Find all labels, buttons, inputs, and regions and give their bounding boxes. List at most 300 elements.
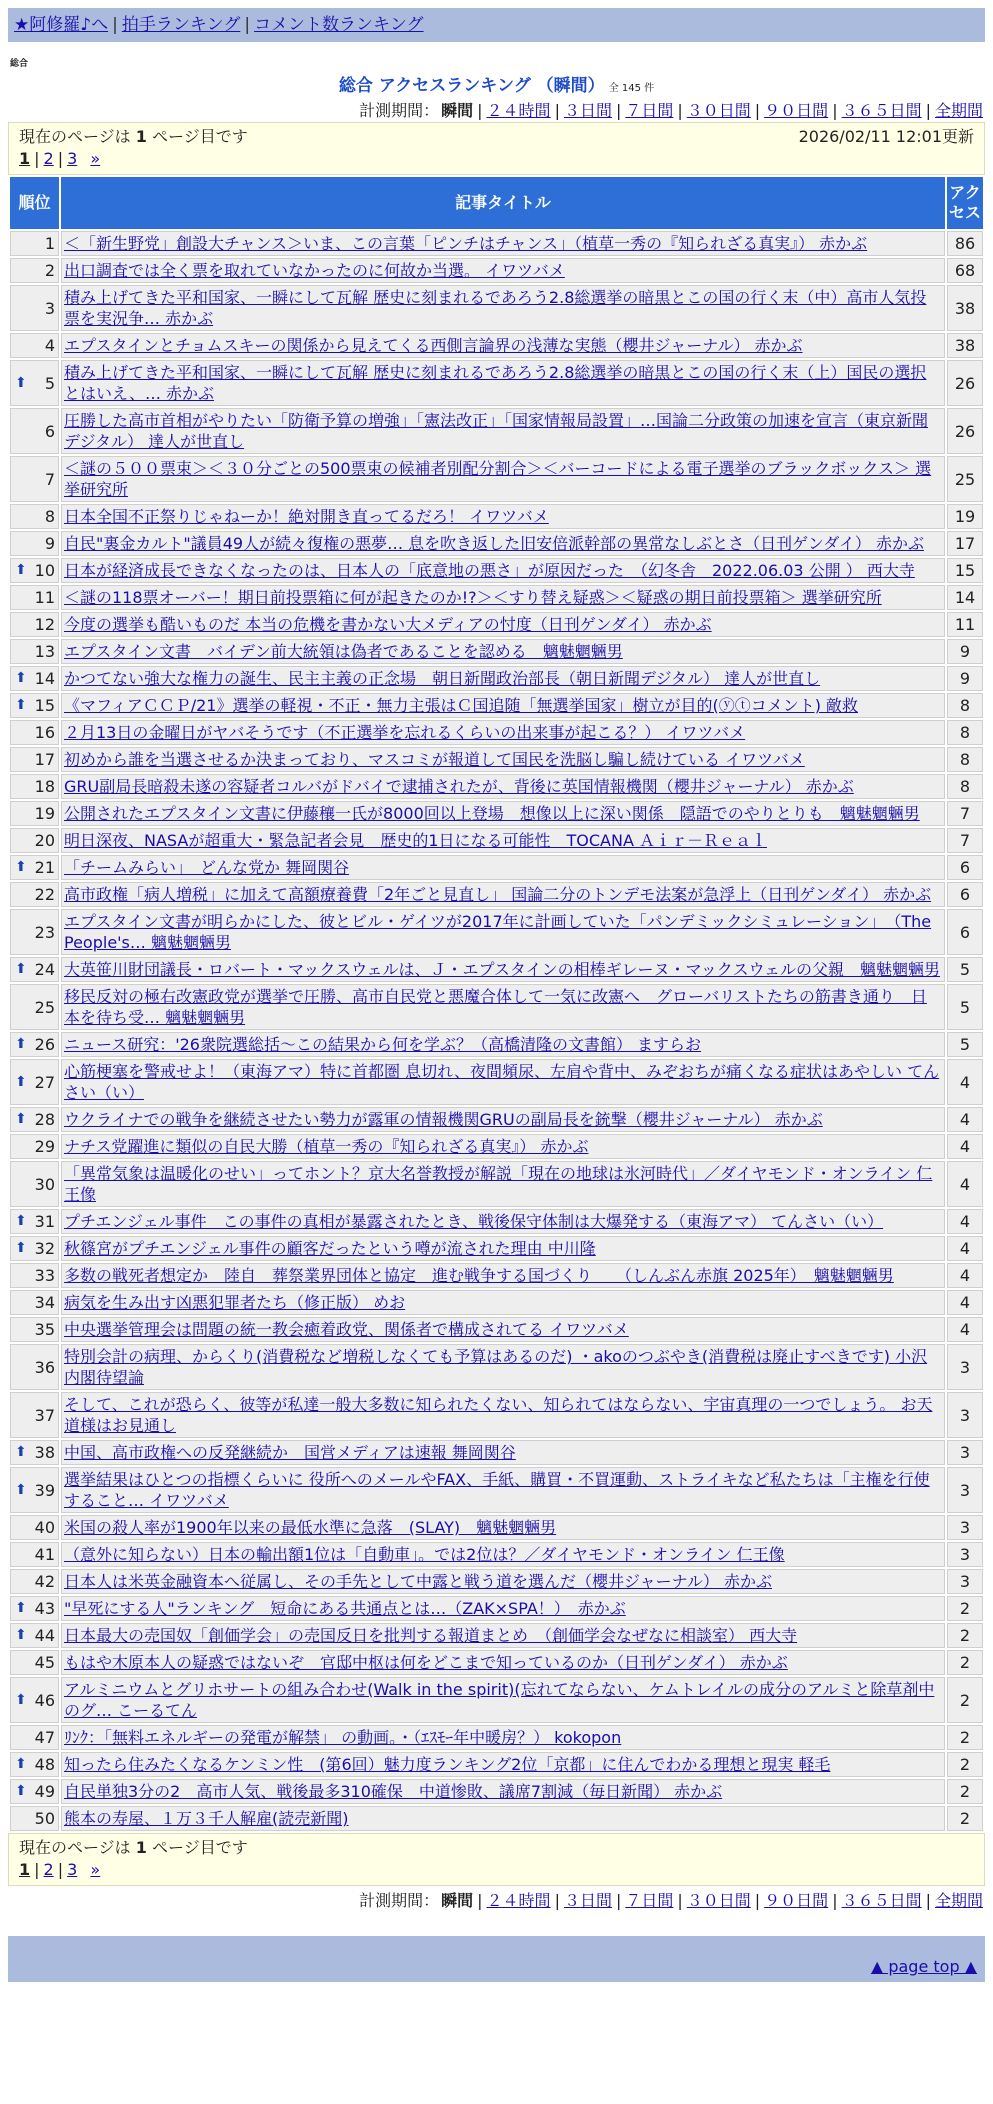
title-cell: [61, 801, 945, 826]
nav-separator: |: [112, 15, 118, 35]
article-link[interactable]: 秋篠宮がプチエンジェル事件の顧客だったという噂が流された理由 中川隆: [64, 1239, 596, 1258]
title-cell: [61, 456, 945, 502]
period-label: 計測期間：: [359, 1891, 440, 1910]
up-arrow-icon: ⬆: [15, 1756, 27, 1772]
access-count: 4: [947, 1059, 983, 1105]
access-count: 2: [947, 1725, 983, 1750]
table-row: [10, 1059, 983, 1105]
article-link[interactable]: エプスタイン文書 バイデン前大統領は偽者であることを認める 魑魅魍魎男: [64, 642, 623, 661]
title-cell: [61, 1596, 945, 1621]
table-row: [10, 1677, 983, 1723]
article-link[interactable]: 日本人は米英金融資本へ従属し、その手先として中露と戦う道を選んだ（櫻井ジャーナル） 赤かぶ: [64, 1572, 772, 1591]
access-count: 2: [947, 1650, 983, 1675]
article-link[interactable]: 心筋梗塞を警戒せよ！（東海アマ）特に首都圏 息切れ、夜間頻尿、左肩や背中、みぞおちが痛くなる症状はあやしい てんさい（い）: [64, 1062, 940, 1102]
title-cell: [61, 1134, 945, 1159]
period-link[interactable]: ３０日間: [686, 101, 751, 120]
page-top-link[interactable]: ▲ page top ▲: [870, 1957, 977, 1976]
rank-number: 15: [34, 696, 55, 715]
rank-number: 43: [34, 1599, 55, 1618]
access-count: 5: [947, 957, 983, 982]
page-title: 総合 アクセスランキング （瞬間）: [338, 76, 605, 96]
rank-cell: [10, 666, 59, 691]
title-cell: [61, 1440, 945, 1465]
table-row: [10, 828, 983, 853]
rank-cell: [10, 1392, 59, 1438]
current-page-text: 現在のページは 1 ページ目です: [19, 127, 248, 146]
article-link[interactable]: ２月13日の金曜日がヤバそうです（不正選挙を忘れるくらいの出来事が起こる？） イワツバメ: [64, 723, 746, 742]
table-row: [10, 855, 983, 880]
rank-number: 21: [34, 858, 55, 877]
rank-cell: [10, 456, 59, 502]
period-current: 瞬間: [441, 101, 474, 120]
access-count: 6: [947, 882, 983, 907]
page-link: 1: [19, 1860, 31, 1879]
access-count: 7: [947, 828, 983, 853]
title-cell: [61, 1344, 945, 1390]
title-cell: [61, 408, 945, 454]
rank-cell: [10, 1344, 59, 1390]
article-link[interactable]: 明日深夜、NASAが超重大・緊急記者会見 歴史的1日になる可能性 TOCANA Ａｉｒ－Ｒｅａｌ: [64, 831, 767, 850]
title-cell: [61, 360, 945, 406]
access-count: 9: [947, 639, 983, 664]
rank-cell: [10, 258, 59, 283]
title-cell: [61, 1623, 945, 1648]
rank-number: 36: [34, 1357, 55, 1377]
article-link[interactable]: ﾘﾝｸ：「無料エネルギーの発電が解禁」 の動画。・（ｴｽﾓｰ年中暖房？） kokopon: [64, 1728, 622, 1747]
article-link[interactable]: もはや木原本人の疑惑ではないぞ 官邸中枢は何をどこまで知っているのか（日刊ゲンダイ） 赤かぶ: [64, 1653, 788, 1672]
rank-number: 26: [34, 1035, 55, 1054]
rank-number: 46: [34, 1690, 55, 1710]
access-count: 9: [947, 666, 983, 691]
period-selector-bottom: [8, 1890, 983, 1912]
rank-cell: [10, 1161, 59, 1207]
period-link[interactable]: ３日間: [563, 1891, 612, 1910]
item-count: 全 145 件: [608, 83, 655, 94]
table-row: [10, 1161, 983, 1207]
rank-number: 6: [44, 421, 55, 441]
rank-cell: [10, 882, 59, 907]
article-link[interactable]: 積み上げてきた平和国家、一瞬にして瓦解 歴史に刻まれるであろう2.8総選挙の暗黒とこの国の行く末（上）国民の選択とはいえ、… 赤かぶ: [64, 363, 927, 403]
up-arrow-icon: ⬆: [15, 961, 27, 977]
article-link[interactable]: 圧勝した高市首相がやりたい「防衛予算の増強」「憲法改正」「国家情報局設置」…国論二分政策の加速を宣言（東京新聞デジタル） 達人が世直し: [64, 411, 929, 451]
period-link[interactable]: 全期間: [934, 1891, 983, 1910]
access-count: 4: [947, 1161, 983, 1207]
up-arrow-icon: ⬆: [15, 562, 27, 578]
rank-cell: [10, 1059, 59, 1105]
rank-number: 16: [34, 723, 55, 742]
rank-cell: [10, 558, 59, 583]
table-row: [10, 1392, 983, 1438]
access-count: 38: [947, 333, 983, 358]
access-count: 4: [947, 1107, 983, 1132]
title-cell: [61, 1467, 945, 1513]
access-count: 3: [947, 1515, 983, 1540]
page-separator: |: [57, 149, 64, 168]
current-page-text: 現在のページは 1 ページ目です: [19, 1838, 248, 1857]
rank-cell: [10, 612, 59, 637]
article-link[interactable]: プチエンジェル事件 この事件の真相が暴露されたとき、戦後保守体制は大爆発する（東海アマ） てんさい（い）: [64, 1212, 884, 1231]
access-count: 25: [947, 456, 983, 502]
rank-number: 20: [34, 831, 55, 850]
article-link[interactable]: ナチス党躍進に類似の自民大勝（植草一秀の『知られざる真実』） 赤かぶ: [64, 1137, 589, 1156]
article-link[interactable]: エプスタインとチョムスキーの関係から見えてくる西側言論界の浅薄な実態（櫻井ジャーナル） 赤かぶ: [64, 336, 803, 355]
title-cell: [61, 984, 945, 1030]
period-separator: |: [615, 1891, 622, 1910]
table-row: [10, 666, 983, 691]
title-cell: [61, 882, 945, 907]
up-arrow-icon: ⬆: [15, 1444, 27, 1460]
article-link[interactable]: 初めから誰を当選させるか決まっており、マスコミが報道して国民を洗脳し騙し続けている イワツバメ: [64, 750, 805, 769]
rank-number: 33: [34, 1266, 55, 1285]
article-link[interactable]: 日本が経済成長できなくなったのは、日本人の「底意地の悪さ」が原因だった （幻冬舎 2022.06.03 公開 ） 西大寺: [64, 561, 915, 580]
article-link[interactable]: 選挙結果はひとつの指標くらいに 役所へのメールやFAX、手紙、購買・不買運動、ストライキなど私たちは「主権を行使すること… イワツバメ: [64, 1470, 930, 1510]
article-link[interactable]: 中央選挙管理会は問題の統一教会癒着政党、関係者で構成されてる イワツバメ: [64, 1320, 629, 1339]
article-link[interactable]: GRU副局長暗殺未遂の容疑者コルバがドバイで逮捕されたが、背後に英国情報機関（櫻井ジャーナル） 赤かぶ: [64, 777, 854, 796]
access-count: 3: [947, 1569, 983, 1594]
access-count: 2: [947, 1677, 983, 1723]
title-cell: [61, 1779, 945, 1804]
access-count: 3: [947, 1440, 983, 1465]
page-separator: [81, 1860, 86, 1879]
nav-link-comment-ranking[interactable]: コメント数ランキング: [254, 15, 424, 35]
rank-number: 11: [34, 588, 55, 607]
table-row: [10, 504, 983, 529]
rank-number: 13: [34, 642, 55, 661]
rank-number: 28: [34, 1110, 55, 1129]
table-row: [10, 285, 983, 331]
page-link: 1: [19, 149, 31, 168]
title-cell: [61, 333, 945, 358]
rank-cell: [10, 231, 59, 256]
table-row: [10, 612, 983, 637]
rank-cell: [10, 1779, 59, 1804]
rank-number: 30: [34, 1174, 55, 1194]
rank-number: 34: [34, 1293, 55, 1312]
article-link[interactable]: 中国、高市政権への反発継続か 国営メディアは速報 舞岡関谷: [64, 1443, 516, 1462]
page-link[interactable]: 2: [43, 149, 54, 168]
article-link[interactable]: ニュース研究：'26衆院選総括〜この結果から何を学ぶ？（高橋清隆の文書館） ますらお: [64, 1035, 702, 1054]
up-arrow-icon: ⬆: [15, 1691, 27, 1708]
rank-number: 40: [34, 1518, 55, 1537]
rank-cell: [10, 1209, 59, 1234]
nav-link-asyura[interactable]: ★阿修羅♪へ: [14, 15, 109, 35]
title-cell: [61, 957, 945, 982]
article-link[interactable]: 日本全国不正祭りじゃねーか！絶対開き直ってるだろ！ イワツバメ: [64, 507, 549, 526]
page-link[interactable]: 3: [67, 149, 78, 168]
period-separator: |: [832, 1891, 838, 1910]
rank-number: 37: [34, 1405, 55, 1425]
access-count: 26: [947, 360, 983, 406]
table-row: [10, 1752, 983, 1777]
access-count: 17: [947, 531, 983, 556]
title-cell: [61, 1317, 945, 1342]
rank-number: 24: [34, 960, 55, 979]
period-separator: |: [477, 1891, 483, 1910]
access-count: 5: [947, 1032, 983, 1057]
nav-link-clap-ranking[interactable]: 拍手ランキング: [121, 15, 241, 35]
next-page-link[interactable]: »: [90, 149, 101, 168]
access-count: 2: [947, 1806, 983, 1831]
article-link[interactable]: 高市政権「病人増税」に加えて高額療養費「2年ごと見直し」 国論二分のトンデモ法案が急浮上（日刊ゲンダイ） 赤かぶ: [64, 885, 932, 904]
article-link[interactable]: 大英笹川財団議長・ロバート・マックスウェルは、Ｊ・エプスタインの相棒ギレーヌ・マックスウェルの父親 魑魅魍魎男: [64, 960, 941, 979]
access-count: 11: [947, 612, 983, 637]
title-cell: [61, 666, 945, 691]
up-arrow-icon: ⬆: [15, 1213, 27, 1229]
rank-cell: [10, 1263, 59, 1288]
access-count: 4: [947, 1290, 983, 1315]
page-link[interactable]: 2: [43, 1860, 54, 1879]
period-current: 瞬間: [441, 1891, 474, 1910]
period-label: 計測期間：: [359, 101, 440, 120]
rank-number: 42: [34, 1572, 55, 1591]
access-count: 4: [947, 1317, 983, 1342]
rank-cell: [10, 1596, 59, 1621]
up-arrow-icon: ⬆: [15, 374, 27, 391]
rank-cell: [10, 360, 59, 406]
page-links: [19, 1859, 974, 1881]
title-cell: [61, 1725, 945, 1750]
rank-cell: [10, 1317, 59, 1342]
access-count: 6: [947, 855, 983, 880]
table-row: [10, 1440, 983, 1465]
rank-cell: [10, 639, 59, 664]
rank-number: 5: [44, 373, 55, 393]
article-link[interactable]: （意外に知らない）日本の輸出額1位は「自動車」。では2位は？／ダイヤモンド・オンライン 仁王像: [64, 1545, 785, 1564]
page-separator: |: [34, 1860, 40, 1879]
header-rank: 順位: [10, 177, 59, 229]
table-row: [10, 747, 983, 772]
title-cell: [61, 1032, 945, 1057]
table-row: [10, 585, 983, 610]
period-link[interactable]: 全期間: [934, 101, 983, 120]
pager-top: [8, 122, 985, 175]
article-link[interactable]: 移民反対の極右改憲政党が選挙で圧勝、高市自民党と悪魔合体して一気に改憲へ グローバリストたちの筋書き通り 日本を待ち受… 魑魅魍魎男: [64, 987, 927, 1027]
table-row: [10, 1569, 983, 1594]
title-cell: [61, 909, 945, 955]
period-link[interactable]: ３６５日間: [841, 101, 922, 120]
table-row: [10, 693, 983, 718]
article-link[interactable]: 《マフィアＣＣＰ/21》選挙の軽視・不正・無力主張はＣ国追随「無選挙国家」樹立が目的(ⓨⓣコメント) 敵救: [64, 696, 859, 715]
title-cell: [61, 258, 945, 283]
access-count: 6: [947, 909, 983, 955]
table-row: [10, 1542, 983, 1567]
table-row: [10, 909, 983, 955]
rank-cell: [10, 1725, 59, 1750]
article-link[interactable]: ＜謎の118票オーバー！期日前投票箱に何が起きたのか!?＞＜すり替え疑惑＞＜疑惑の期日前投票箱＞ 選挙研究所: [64, 588, 882, 607]
up-arrow-icon: ⬆: [15, 1627, 27, 1643]
access-count: 4: [947, 1236, 983, 1261]
table-row: [10, 720, 983, 745]
rank-cell: [10, 1752, 59, 1777]
title-cell: [61, 693, 945, 718]
pager-bottom: [8, 1833, 985, 1886]
article-link[interactable]: ＜謎の５００票束＞＜３０分ごとの500票束の候補者別配分割合＞＜バーコードによる電子選挙のブラックボックス＞ 選挙研究所: [64, 459, 932, 499]
period-link[interactable]: ９０日間: [764, 101, 829, 120]
access-count: 4: [947, 1134, 983, 1159]
rank-cell: [10, 774, 59, 799]
table-row: [10, 1779, 983, 1804]
title-cell: [61, 504, 945, 529]
rank-cell: [10, 1569, 59, 1594]
period-link[interactable]: ３日間: [563, 101, 612, 120]
table-row: [10, 456, 983, 502]
article-link[interactable]: 日本最大の売国奴「創価学会」の売国反日を批判する報道まとめ （創価学会なぜなに相談室） 西大寺: [64, 1626, 798, 1645]
article-link[interactable]: 「チームみらい」 どんな党か 舞岡関谷: [64, 858, 350, 877]
table-row: [10, 1317, 983, 1342]
period-separator: |: [615, 101, 622, 120]
title-cell: [61, 855, 945, 880]
period-separator: |: [554, 101, 560, 120]
table-row: [10, 231, 983, 256]
table-row: [10, 1032, 983, 1057]
rank-number: 45: [34, 1653, 55, 1672]
article-link[interactable]: 知ったら住みたくなるケンミン性 (第6回）魅力度ランキング2位「京都」に住んでわかる理想と現実 軽毛: [64, 1755, 831, 1774]
article-link[interactable]: そして、これが恐らく、彼等が私達一般大多数に知られたくない、知られてはならない、宇宙真理の一つでしょう。 お天道様はお見通し: [64, 1395, 933, 1435]
rank-number: 8: [44, 507, 55, 526]
header-access: アクセス: [947, 177, 983, 229]
page-separator: |: [34, 149, 40, 168]
article-link[interactable]: "早死にする人"ランキング 短命にある共通点とは…（ZAK×SPA！） 赤かぶ: [64, 1599, 626, 1618]
category-label: 総合: [10, 59, 29, 69]
up-arrow-icon: ⬆: [15, 1481, 27, 1498]
table-row: [10, 1134, 983, 1159]
access-count: 3: [947, 1467, 983, 1513]
article-link[interactable]: 多数の戦死者想定か 陸自 葬祭業界団体と協定 進む戦争する国づくり （しんぶん赤旗 2025年） 魑魅魍魎男: [64, 1266, 894, 1285]
rank-number: 25: [34, 997, 55, 1017]
rank-cell: [10, 747, 59, 772]
article-link[interactable]: 自民"裏金カルト"議員49人が続々復権の悪夢… 息を吹き返した旧安倍派幹部の異常なしぶとさ（日刊ゲンダイ） 赤かぶ: [64, 534, 924, 553]
title-cell: [61, 774, 945, 799]
rank-cell: [10, 1806, 59, 1831]
rank-cell: [10, 531, 59, 556]
rank-number: 2: [44, 261, 55, 280]
period-separator: |: [754, 1891, 761, 1910]
article-link[interactable]: 熊本の寿屋、１万３千人解雇(読売新聞): [64, 1809, 349, 1828]
table-row: [10, 360, 983, 406]
page-separator: [81, 149, 86, 168]
rank-number: 32: [34, 1239, 55, 1258]
rank-cell: [10, 909, 59, 955]
rank-number: 35: [34, 1320, 55, 1339]
article-link[interactable]: エプスタイン文書が明らかにした、彼とビル・ゲイツが2017年に計画していた「パンデミックシミュレーション」 （The People's… 魑魅魍魎男: [64, 912, 932, 952]
title-cell: [61, 1677, 945, 1723]
access-count: 2: [947, 1779, 983, 1804]
period-link[interactable]: ７日間: [625, 1891, 674, 1910]
rank-cell: [10, 585, 59, 610]
article-link[interactable]: 今度の選挙も酷いものだ 本当の危機を書かない大メディアの忖度（日刊ゲンダイ） 赤かぶ: [64, 615, 712, 634]
period-link[interactable]: ３０日間: [686, 1891, 751, 1910]
rank-number: 38: [34, 1443, 55, 1462]
article-link[interactable]: 公開されたエプスタイン文書に伊藤穰一氏が8000回以上登場 想像以上に深い関係 隠語でのやりとりも 魑魅魍魎男: [64, 804, 920, 823]
title-cell: [61, 1209, 945, 1234]
nav-separator: |: [244, 15, 251, 35]
article-link[interactable]: 米国の殺人率が1900年以来の最低水準に急落 (SLAY) 魑魅魍魎男: [64, 1518, 557, 1537]
period-link[interactable]: ７日間: [625, 101, 674, 120]
access-count: 4: [947, 1263, 983, 1288]
access-count: 8: [947, 720, 983, 745]
rank-cell: [10, 801, 59, 826]
rank-number: 18: [34, 777, 55, 796]
article-link[interactable]: 自民単独3分の2 高市人気、戦後最多310確保 中道惨敗、議席7割減（毎日新聞） 赤かぶ: [64, 1782, 723, 1801]
up-arrow-icon: ⬆: [15, 697, 27, 713]
table-row: [10, 1467, 983, 1513]
table-row: [10, 1209, 983, 1234]
rank-number: 50: [34, 1809, 55, 1828]
rank-cell: [10, 984, 59, 1030]
table-row: [10, 1725, 983, 1750]
bottom-bar: [8, 1936, 985, 1982]
title-cell: [61, 1392, 945, 1438]
access-count: 2: [947, 1752, 983, 1777]
rank-number: 41: [34, 1545, 55, 1564]
access-count: 38: [947, 285, 983, 331]
rank-number: 39: [34, 1480, 55, 1500]
updated-timestamp: 2026/02/11 12:01更新: [798, 127, 974, 146]
access-count: 2: [947, 1596, 983, 1621]
rank-number: 17: [34, 750, 55, 769]
ranking-body: [10, 231, 983, 1831]
rank-cell: [10, 1542, 59, 1567]
article-link[interactable]: 病気を生み出す凶悪犯罪者たち（修正版） めお: [64, 1293, 406, 1312]
article-link[interactable]: アルミニウムとグリホサートの組み合わせ(Walk in the spirit)(忘れてならない、ケムトレイルの成分のアルミと除草剤中のグ… こーるてん: [64, 1680, 935, 1720]
heading: [0, 71, 993, 96]
period-link[interactable]: ２４時間: [486, 1891, 551, 1910]
page-link[interactable]: 3: [67, 1860, 78, 1879]
access-count: 8: [947, 747, 983, 772]
article-link[interactable]: 積み上げてきた平和国家、一瞬にして瓦解 歴史に刻まれるであろう2.8総選挙の暗黒とこの国の行く末（中）高市人気投票を実況争… 赤かぶ: [64, 288, 927, 328]
title-cell: [61, 1161, 945, 1207]
period-separator: |: [554, 1891, 560, 1910]
rank-number: 14: [34, 669, 55, 688]
access-count: 3: [947, 1392, 983, 1438]
access-count: 4: [947, 1209, 983, 1234]
access-count: 68: [947, 258, 983, 283]
next-page-link[interactable]: »: [90, 1860, 101, 1879]
period-link[interactable]: ９０日間: [764, 1891, 829, 1910]
rank-cell: [10, 1677, 59, 1723]
top-nav-bar: [8, 8, 985, 42]
rank-cell: [10, 1236, 59, 1261]
rank-cell: [10, 408, 59, 454]
article-link[interactable]: かつてない強大な権力の誕生、民主主義の正念場 朝日新聞政治部長（朝日新聞デジタル） 達人が世直し: [64, 669, 821, 688]
rank-number: 29: [34, 1137, 55, 1156]
article-link[interactable]: 出口調査では全く票を取れていなかったのに何故か当選。 イワツバメ: [64, 261, 565, 280]
title-cell: [61, 1806, 945, 1831]
period-separator: |: [925, 101, 931, 120]
table-row: [10, 558, 983, 583]
access-count: 5: [947, 984, 983, 1030]
access-count: 86: [947, 231, 983, 256]
title-cell: [61, 231, 945, 256]
title-cell: [61, 558, 945, 583]
rank-number: 44: [34, 1626, 55, 1645]
article-link[interactable]: ウクライナでの戦争を継続させたい勢力が露軍の情報機関GRUの副局長を銃撃（櫻井ジャーナル） 赤かぶ: [64, 1110, 823, 1129]
period-link[interactable]: ３６５日間: [841, 1891, 922, 1910]
rank-cell: [10, 855, 59, 880]
article-link[interactable]: 特別会計の病理、からくり(消費税など増税しなくても予算はあるのだ) ・akoのつぶやき(消費税は廃止すべきです) 小沢内閣待望論: [64, 1347, 928, 1387]
article-link[interactable]: ＜「新生野党」創設大チャンス＞いま、この言葉「ピンチはチャンス」（植草一秀の『知られざる真実』） 赤かぶ: [64, 234, 868, 253]
table-row: [10, 1623, 983, 1648]
rank-cell: [10, 1134, 59, 1159]
table-row: [10, 1806, 983, 1831]
period-separator: |: [477, 101, 483, 120]
article-link[interactable]: 「異常気象は温暖化のせい」ってホント？京大名誉教授が解説「現在の地球は氷河時代」／ダイヤモンド・オンライン 仁王像: [64, 1164, 933, 1204]
header-title: 記事タイトル: [61, 177, 945, 229]
ranking-table: [8, 175, 985, 1833]
rank-cell: [10, 1623, 59, 1648]
period-link[interactable]: ２４時間: [486, 101, 551, 120]
title-cell: [61, 1569, 945, 1594]
